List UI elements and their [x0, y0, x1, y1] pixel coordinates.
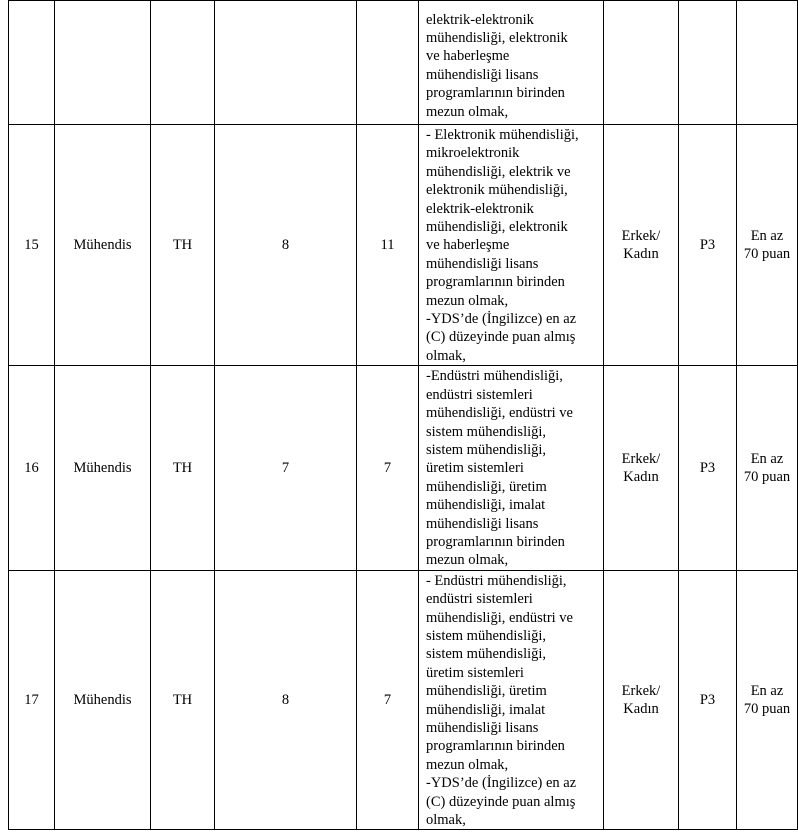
table-row: [9, 1, 798, 125]
score-cell: En az 70 puan: [737, 570, 798, 830]
gender-cell: Erkek/ Kadın: [604, 570, 679, 830]
row-number-cell: 16: [9, 366, 55, 570]
gender-cell: Erkek/ Kadın: [604, 125, 679, 366]
requirements-cell: - Endüstri mühendisliği, endüstri sistemleri mühendisliği, endüstri ve sistem mühendisliği, sistem mühendisliği, üretim sistemleri mühendisliği, üretim mühendisliği, imalat mühendisliği lisans programlarının birinden mezun olmak, -YDS’de (İngilizce) en az (C) düzeyinde puan almış olmak,: [419, 570, 604, 830]
positions-table: [8, 0, 798, 830]
kpss-cell: [679, 1, 737, 125]
title-cell: Mühendis: [55, 570, 151, 830]
row-number-cell: 17: [9, 570, 55, 830]
title-cell: Mühendis: [55, 125, 151, 366]
degree-cell: [357, 1, 419, 125]
grade-cell: [215, 1, 357, 125]
class-cell: TH: [151, 366, 215, 570]
kpss-cell: P3: [679, 366, 737, 570]
degree-cell: 7: [357, 366, 419, 570]
table-row: [9, 570, 798, 830]
class-cell: TH: [151, 570, 215, 830]
row-number-cell: 15: [9, 125, 55, 366]
title-cell: [55, 1, 151, 125]
grade-cell: 8: [215, 125, 357, 366]
degree-cell: 11: [357, 125, 419, 366]
class-cell: TH: [151, 125, 215, 366]
score-cell: En az 70 puan: [737, 125, 798, 366]
title-cell: Mühendis: [55, 366, 151, 570]
table-row: [9, 366, 798, 570]
row-number-cell: [9, 1, 55, 125]
class-cell: [151, 1, 215, 125]
gender-cell: Erkek/ Kadın: [604, 366, 679, 570]
requirements-cell: - Elektronik mühendisliği, mikroelektronik mühendisliği, elektrik ve elektronik mühendisliği, elektrik-elektronik mühendisliği, elektronik ve haberleşme mühendisliği lisans programlarının birinden mezun olmak, -YDS’de (İngilizce) en az (C) düzeyinde puan almış olmak,: [419, 125, 604, 366]
gender-cell: [604, 1, 679, 125]
kpss-cell: P3: [679, 125, 737, 366]
kpss-cell: P3: [679, 570, 737, 830]
degree-cell: 7: [357, 570, 419, 830]
grade-cell: 7: [215, 366, 357, 570]
grade-cell: 8: [215, 570, 357, 830]
requirements-cell: elektrik-elektronik mühendisliği, elektronik ve haberleşme mühendisliği lisans programlarının birinden mezun olmak,: [419, 1, 604, 125]
score-cell: [737, 1, 798, 125]
table-row: [9, 125, 798, 366]
requirements-cell: -Endüstri mühendisliği, endüstri sistemleri mühendisliği, endüstri ve sistem mühendisliği, sistem mühendisliği, üretim sistemleri mühendisliği, üretim mühendisliği, imalat mühendisliği lisans programlarının birinden mezun olmak,: [419, 366, 604, 570]
score-cell: En az 70 puan: [737, 366, 798, 570]
